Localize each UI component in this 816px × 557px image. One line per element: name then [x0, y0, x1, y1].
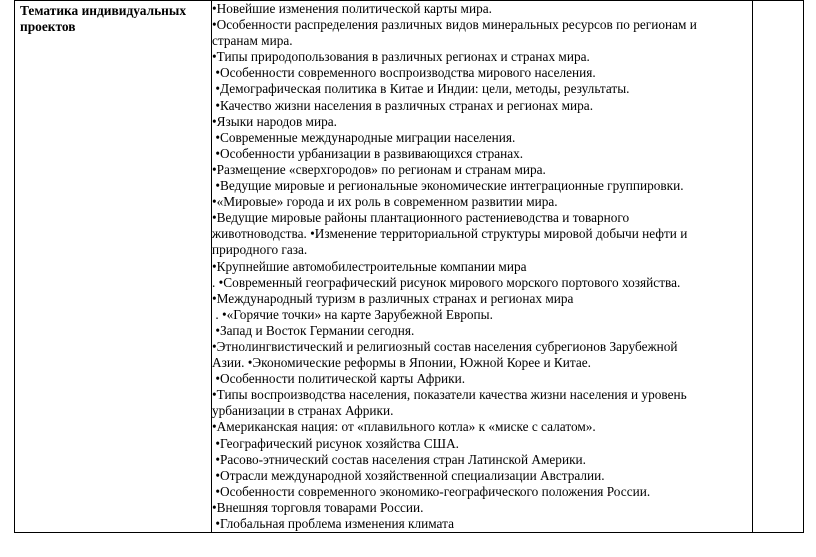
topic-line: •Расово-этнический состав населения стран Латинской Америки.	[212, 451, 586, 467]
topic-line: животноводства. •Изменение территориальной структуры мировой добычи нефти и	[212, 226, 688, 242]
table-row	[15, 1, 804, 533]
projects-table	[14, 0, 804, 533]
topic-line: •Глобальная проблема изменения климата	[212, 516, 454, 531]
topic-line: •Современные международные миграции населения.	[212, 129, 516, 145]
topic-line: урбанизации в странах Африки.	[212, 403, 394, 419]
topic-line: •Ведущие мировые и региональные экономические интеграционные группировки.	[212, 178, 684, 194]
topic-line: •Запад и Восток Германии сегодня.	[212, 322, 415, 338]
topic-line: •Географический рисунок хозяйства США.	[212, 435, 459, 451]
topic-line: •Особенности распределения различных видов минеральных ресурсов по регионам и	[212, 17, 697, 33]
topic-line: •Ведущие мировые районы плантационного растениеводства и товарного	[212, 210, 630, 226]
topic-line: •Отрасли международной хозяйственной специализации Австралии.	[212, 467, 605, 483]
topic-line: •Особенности современного воспроизводства мирового населения.	[212, 65, 596, 81]
topic-line: природного газа.	[212, 242, 308, 258]
topic-line: . •Современный географический рисунок мирового морского портового хозяйства.	[212, 274, 681, 290]
empty-cell	[753, 1, 804, 533]
topic-line: •Качество жизни населения в различных странах и регионах мира.	[212, 97, 594, 113]
topic-header-cell	[15, 1, 212, 533]
topic-line: •Этнолингвистический и религиозный состав населения субрегионов Зарубежной	[212, 338, 678, 354]
topic-line: •Типы воспроизводства населения, показатели качества жизни населения и уровень	[212, 387, 687, 403]
topic-title: Тематика индивидуальных проектов	[20, 3, 187, 34]
topic-line: •Новейшие изменения политической карты мира.	[212, 1, 492, 16]
topic-line: •Международный туризм в различных странах и регионах мира	[212, 290, 574, 306]
topic-line: •«Мировые» города и их роль в современном развитии мира.	[212, 194, 558, 210]
topic-line: •Особенности политической карты Африки.	[212, 371, 466, 387]
topic-line: •Внешняя торговля товарами России.	[212, 499, 424, 515]
topic-line: странам мира.	[212, 33, 293, 49]
topic-line: •Типы природопользования в различных регионах и странах мира.	[212, 49, 590, 65]
topic-line: •Американская нация: от «плавильного котла» к «миске с салатом».	[212, 419, 596, 435]
topic-line: •Особенности современного экономико-географического положения России.	[212, 483, 651, 499]
topic-line: . •«Горячие точки» на карте Зарубежной Европы.	[212, 306, 493, 322]
topics-list-cell	[212, 1, 753, 533]
topic-line: •Языки народов мира.	[212, 113, 337, 129]
topic-line: •Размещение «сверхгородов» по регионам и странам мира.	[212, 161, 546, 177]
topic-line: Азии. •Экономические реформы в Японии, Южной Корее и Китае.	[212, 355, 591, 371]
topic-line: •Особенности урбанизации в развивающихся странах.	[212, 145, 524, 161]
topic-line: •Демографическая политика в Китае и Индии: цели, методы, результаты.	[212, 81, 630, 97]
topic-line: •Крупнейшие автомобилестроительные компании мира	[212, 258, 527, 274]
